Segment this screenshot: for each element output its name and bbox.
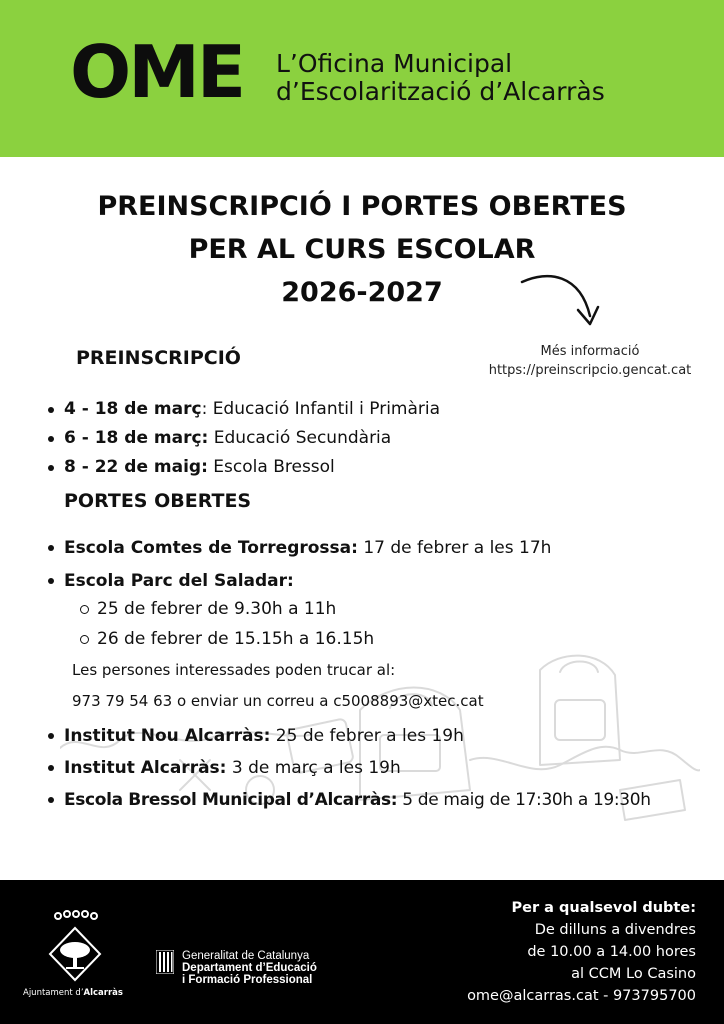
item-text: 3 de març a les 19h: [226, 758, 401, 778]
preinscripcio-heading: PREINSCRIPCIÓ: [76, 347, 241, 369]
generalitat-line2: Departament d’Educació: [182, 962, 317, 974]
school-name: Escola Comtes de Torregrossa:: [64, 538, 358, 558]
list-item: [48, 566, 551, 596]
item-text: : Educació Infantil i Primària: [201, 399, 441, 419]
item-date: 4 - 18 de març: [64, 399, 202, 419]
school-name: Institut Alcarràs:: [64, 758, 227, 778]
more-info-link[interactable]: https://preinscripcio.gencat.cat: [488, 363, 692, 378]
title-line1: PREINSCRIPCIÓ I PORTES OBERTES: [97, 191, 627, 222]
ajuntament-name: [18, 988, 128, 998]
school-name: Institut Nou Alcarràs:: [64, 726, 271, 746]
contact-note-line2: 973 79 54 63 o enviar un correu a c5008893@xtec.cat: [72, 692, 484, 710]
list-item: [48, 752, 651, 784]
contact-location: al CCM Lo Casino: [571, 966, 696, 982]
list-item: [48, 533, 551, 563]
contact-heading: Per a qualsevol dubte:: [511, 900, 696, 916]
generalitat-line1: Generalitat de Catalunya: [182, 950, 310, 962]
preinscripcio-list: [48, 395, 440, 482]
item-text: 25 de febrer a les 19h: [270, 726, 464, 746]
ajuntament-prefix: Ajuntament d’: [23, 988, 84, 998]
list-item: [48, 453, 440, 482]
item-date: 6 - 18 de març:: [64, 428, 209, 448]
header-banner: [0, 0, 724, 157]
school-name: Escola Parc del Saladar:: [64, 571, 294, 591]
contact-email-phone[interactable]: ome@alcarras.cat - 973795700: [467, 988, 696, 1004]
portes-obertes-list-2: [48, 720, 651, 816]
saladar-sublist: [80, 594, 374, 654]
generalitat-line3: i Formació Professional: [182, 974, 313, 986]
ome-logo: OME: [70, 30, 244, 114]
sub-list-item: 26 de febrer de 15.15h a 16.15h: [80, 624, 374, 654]
generalitat-flag-icon: [156, 950, 174, 974]
office-name-line1: L’Oficina Municipal: [276, 49, 513, 78]
contact-hours: de 10.00 a 14.00 hores: [527, 944, 696, 960]
list-item: [48, 424, 440, 453]
contact-days: De dilluns a divendres: [534, 922, 696, 938]
list-item: [48, 395, 440, 424]
contact-info: [467, 897, 696, 1007]
office-name: [276, 50, 605, 106]
more-info: [470, 342, 710, 380]
list-item: [48, 720, 651, 752]
item-date: 8 - 22 de maig:: [64, 457, 208, 477]
item-text: 5 de maig de 17:30h a 19:30h: [397, 790, 651, 810]
sub-list-item: 25 de febrer de 9.30h a 11h: [80, 594, 374, 624]
page-title: [0, 185, 724, 314]
curved-arrow-icon: [518, 270, 602, 332]
ajuntament-logo-icon: [30, 908, 120, 988]
contact-note-line1: Les persones interessades poden trucar al:: [72, 661, 396, 679]
ajuntament-town: Alcarràs: [83, 988, 123, 998]
item-text: Educació Secundària: [208, 428, 392, 448]
portes-obertes-list-1: [48, 533, 551, 596]
list-item: [48, 784, 651, 816]
portes-obertes-heading: PORTES OBERTES: [64, 490, 252, 512]
more-info-label: Més informació: [540, 344, 640, 359]
generalitat-text: [182, 950, 317, 986]
title-line3: 2026-2027: [281, 277, 443, 308]
office-name-line2: d’Escolarització d’Alcarràs: [276, 77, 605, 106]
school-name: Escola Bressol Municipal d’Alcarràs:: [64, 790, 398, 810]
item-text: Escola Bressol: [207, 457, 335, 477]
item-text: 17 de febrer a les 17h: [357, 538, 552, 558]
title-line2: PER AL CURS ESCOLAR: [188, 234, 536, 265]
